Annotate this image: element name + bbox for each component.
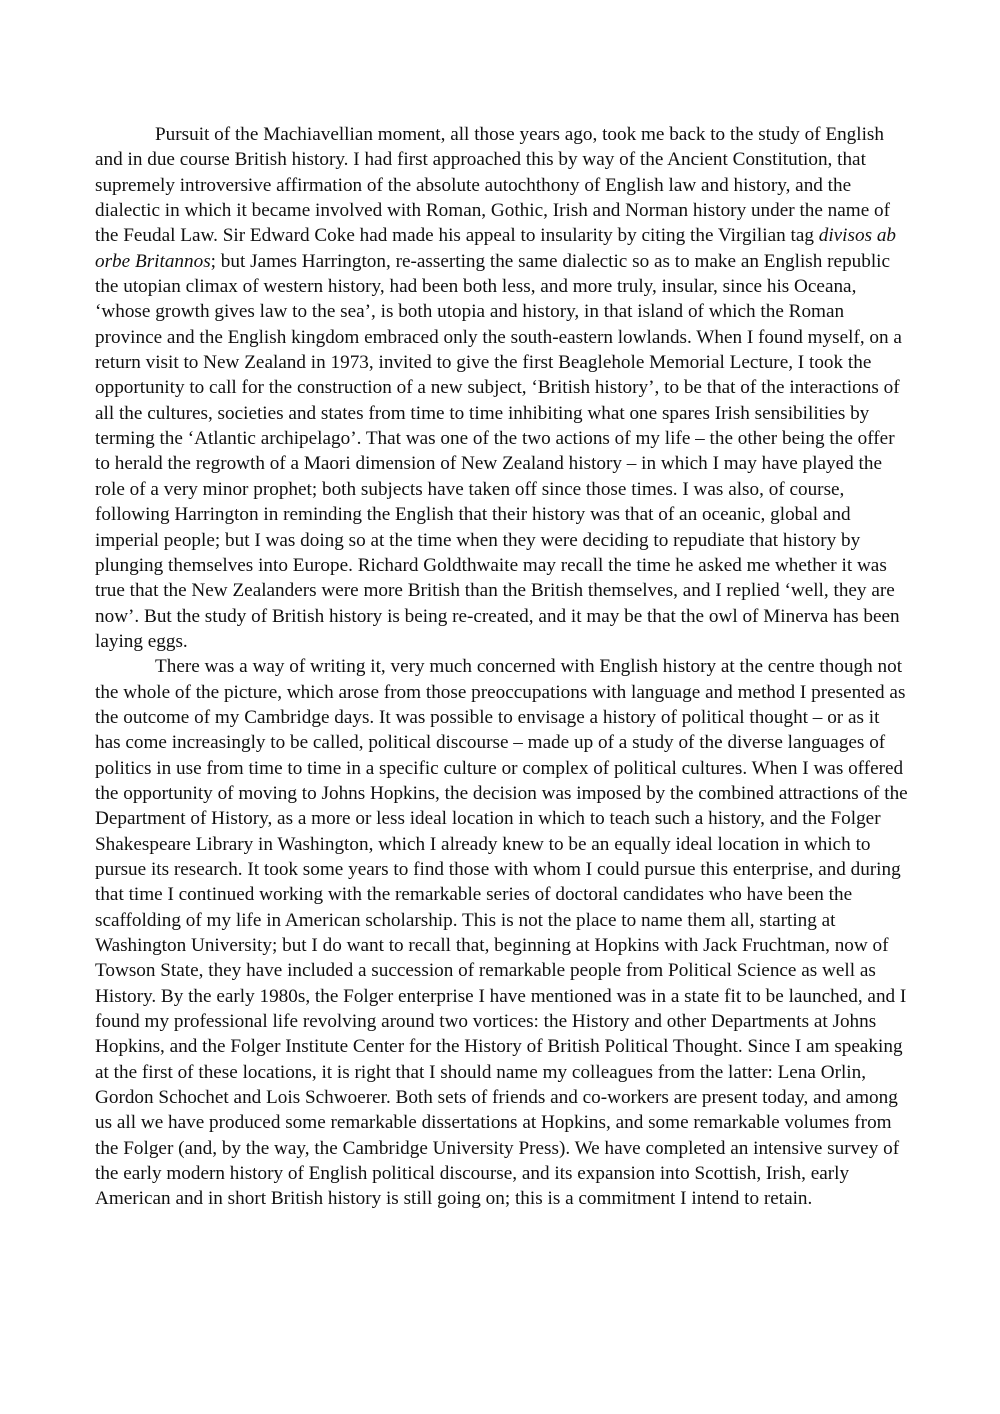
paragraph-2-text: There was a way of writing it, very much concerned with English history at the centre though not the whole of the picture, which arose from those preoccupations with language and method I presented as the outcome of my Cambridge days. It was possible to envisage a history of political thought – or as it has come increasingly to be called, political discourse – made up of a study of the diverse languages of politics in use from time to time in a specific culture or complex of political cultures. When I was offered the opportunity of moving to Johns Hopkins, the decision was imposed by the combined attractions of the Department of History, as a more or less ideal location in which to teach such a history, and the Folger Shakespeare Library in Washington, which I already knew to be an equally ideal location in which to pursue its research. It took some years to find those with whom I could pursue this enterprise, and during that time I continued working with the remarkable series of doctoral candidates who have been the scaffolding of my life in American scholarship. This is not the place to name them all, starting at Washington University; but I do want to recall that, beginning at Hopkins with Jack Fruchtman, now of Towson State, they have included a succession of remarkable people from Political Science as well as History. By the early 1980s, the Folger enterprise I have mentioned was in a state fit to be launched, and I found my professional life revolving around two vortices: the History and other Departments at Johns Hopkins, and the Folger Institute Center for the History of British Political Thought. Since I am speaking at the first of these locations, it is right that I should name my colleagues from the latter: Lena Orlin, Gordon Schochet and Lois Schwoerer. Both sets of friends and co-workers are present today, and among us all we have produced some remarkable dissertations at Hopkins, and some remarkable volumes from the Folger (and, by the way, the Cambridge University Press). We have completed an intensive survey of the early modern history of English political discourse, and its expansion into Scottish, Irish, early American and in short British history is still going on; this is a commitment I intend to retain. [95,656,908,1210]
paragraph-2 [95,654,908,1212]
paragraph-1-text-b: ; but James Harrington, re-asserting the same dialectic so as to make an English republic the utopian climax of western history, had been both less, and more truly, insular, since his Oceana, ‘whose growth gives law to the sea’, is both utopia and history, in that island of which the Roman province and the English kingdom embraced only the south-eastern lowlands. When I found myself, on a return visit to New Zealand in 1973, invited to give the first Beaglehole Memorial Lecture, I took the opportunity to call for the construction of a new subject, ‘British history’, to be that of the interactions of all the cultures, societies and states from time to time inhibiting what one spares Irish sensibilities by terming the ‘Atlantic archipelago’. That was one of the two actions of my life – the other being the offer to herald the regrowth of a Maori dimension of New Zealand history – in which I may have played the role of a very minor prophet; both subjects have taken off since those times. I was also, of course, following Harrington in reminding the English that their history was that of an oceanic, global and imperial people; but I was doing so at the time when they were deciding to repudiate that history by plunging themselves into Europe. Richard Goldthwaite may recall the time he asked me whether it was true that the New Zealanders were more British than the British themselves, and I replied ‘well, they are now’. But the study of British history is being re-created, and it may be that the owl of Minerva has been laying eggs. [95,250,902,652]
paragraph-1-italic-latin-quote: divisos ab orbe Britannos [95,225,897,272]
paragraph-1-text-a: Pursuit of the Machiavellian moment, all those years ago, took me back to the study of English and in due course British history. I had first approached this by way of the Ancient Constitution, that supremely introversive affirmation of the absolute autochthony of English law and history, and the dialectic in which it became involved with Roman, Gothic, Irish and Norman history under the name of the Feudal Law. Sir Edward Coke had made his appeal to insularity by citing the Virgilian tag [95,124,891,247]
paragraph-1 [95,122,908,654]
